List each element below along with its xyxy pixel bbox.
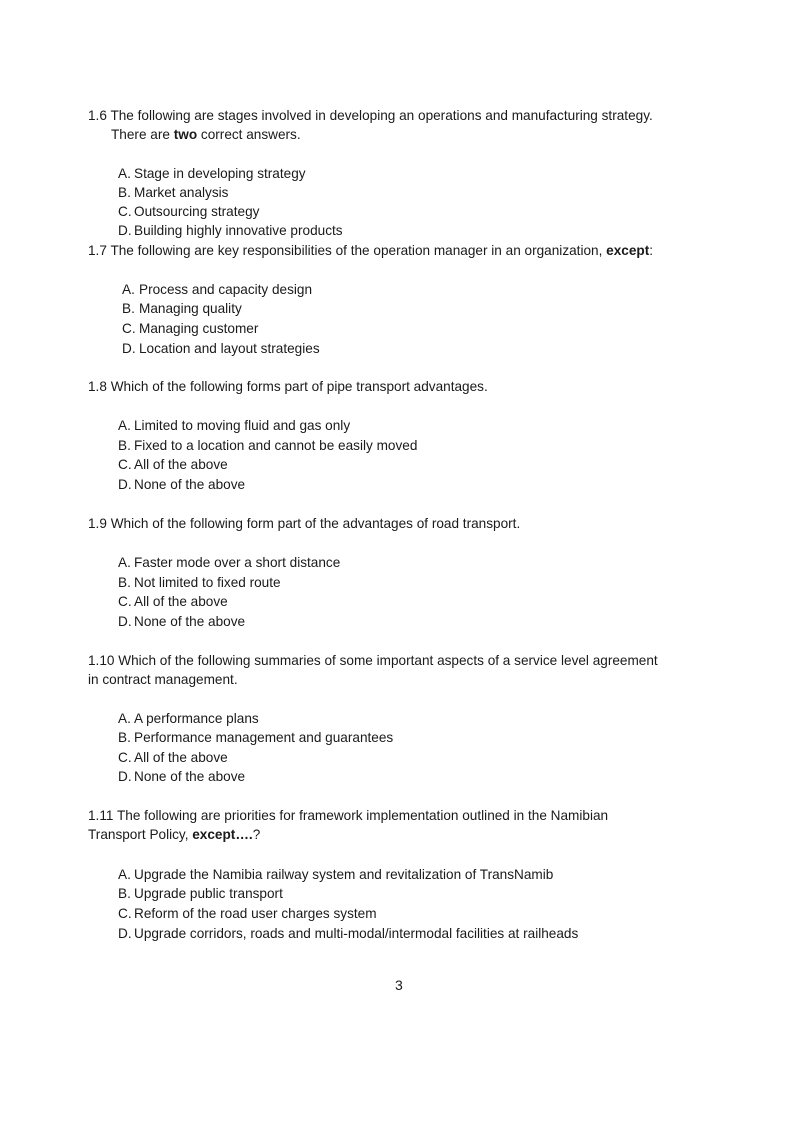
option-item xyxy=(134,866,553,884)
question-text-segment: Which of the following form part of the advantages of road transport. xyxy=(110,516,521,531)
option-letter xyxy=(118,905,132,923)
option-letter xyxy=(118,613,132,631)
option-item xyxy=(134,768,245,786)
question-text xyxy=(111,126,301,144)
option-item xyxy=(134,417,350,435)
option-letter xyxy=(118,768,132,786)
option-letter xyxy=(122,300,135,318)
question-text xyxy=(88,107,653,125)
option-letter-text: C. xyxy=(118,906,132,921)
option-item xyxy=(134,437,417,455)
question-number: 1.7 xyxy=(88,243,107,258)
option-text: Upgrade the Namibia railway system and revitalization of TransNamib xyxy=(134,867,554,882)
option-item xyxy=(134,613,245,631)
option-text: Managing customer xyxy=(139,321,259,336)
option-item xyxy=(134,184,228,202)
option-text: A performance plans xyxy=(134,711,259,726)
question-text xyxy=(88,378,488,396)
question-text-segment: The following are stages involved in developing an operations and manufacturing strategy. xyxy=(110,108,653,123)
option-letter xyxy=(118,885,131,903)
option-text: None of the above xyxy=(134,769,246,784)
option-text: Market analysis xyxy=(134,185,229,200)
option-item xyxy=(134,165,306,183)
option-text: None of the above xyxy=(134,477,246,492)
question-text-segment: : xyxy=(649,243,654,258)
option-letter-text: B. xyxy=(118,575,131,590)
option-letter-text: C. xyxy=(118,750,132,765)
option-letter-text: A. xyxy=(118,555,131,570)
option-item xyxy=(134,905,377,923)
emphasis-text: except…. xyxy=(192,827,253,842)
option-letter xyxy=(118,222,132,240)
option-text: Faster mode over a short distance xyxy=(134,555,341,570)
option-letter xyxy=(118,203,132,221)
option-item xyxy=(134,885,283,903)
question-text-segment: in contract management. xyxy=(88,672,238,687)
option-letter-text: C. xyxy=(118,457,132,472)
option-letter xyxy=(118,437,131,455)
option-item xyxy=(139,281,312,299)
option-letter xyxy=(118,593,132,611)
option-letter-text: B. xyxy=(118,886,131,901)
option-letter-text: D. xyxy=(118,614,132,629)
option-item xyxy=(139,320,258,338)
question-text xyxy=(88,515,520,533)
option-item xyxy=(134,456,228,474)
question-number: 1.8 xyxy=(88,379,107,394)
question-text-segment: correct answers. xyxy=(197,127,301,142)
question-text-segment: Which of the following summaries of some important aspects of a service level agreement xyxy=(118,653,658,668)
option-letter xyxy=(118,729,131,747)
emphasis-text: two xyxy=(173,127,198,142)
option-letter-text: C. xyxy=(122,321,136,336)
option-letter-text: A. xyxy=(118,711,131,726)
option-letter xyxy=(118,574,131,592)
option-text: Location and layout strategies xyxy=(139,341,320,356)
question-text-segment: Transport Policy, xyxy=(88,827,193,842)
question-number: 1.9 xyxy=(88,516,107,531)
option-item xyxy=(134,729,393,747)
option-item xyxy=(134,593,228,611)
option-letter xyxy=(122,281,135,299)
emphasis-text: except xyxy=(606,243,650,258)
option-item xyxy=(134,554,340,572)
option-text: Performance management and guarantees xyxy=(134,730,394,745)
option-item xyxy=(134,222,343,240)
option-letter xyxy=(118,866,131,884)
option-letter-text: A. xyxy=(118,418,131,433)
option-letter xyxy=(118,710,131,728)
option-letter xyxy=(118,749,132,767)
option-letter-text: D. xyxy=(118,223,132,238)
option-letter-text: A. xyxy=(118,166,131,181)
option-text: Building highly innovative products xyxy=(134,223,343,238)
question-text-segment: ? xyxy=(252,827,261,842)
question-text xyxy=(88,807,608,825)
option-letter-text: D. xyxy=(118,926,132,941)
option-item xyxy=(134,574,281,592)
option-text: Upgrade corridors, roads and multi-modal/intermodal facilities at railheads xyxy=(134,926,579,941)
question-text-segment: There are xyxy=(111,127,174,142)
option-letter xyxy=(118,184,131,202)
option-text: Fixed to a location and cannot be easily moved xyxy=(134,438,418,453)
option-item xyxy=(139,300,242,318)
option-letter-text: B. xyxy=(118,438,131,453)
question-text xyxy=(88,826,260,844)
option-letter-text: C. xyxy=(118,204,132,219)
option-letter xyxy=(118,925,132,943)
option-letter xyxy=(122,340,136,358)
option-text: All of the above xyxy=(134,750,228,765)
question-text-segment: The following are key responsibilities of the operation manager in an organization, xyxy=(110,243,607,258)
option-letter-text: D. xyxy=(118,769,132,784)
option-item xyxy=(134,476,245,494)
option-text: Reform of the road user charges system xyxy=(134,906,377,921)
option-letter-text: B. xyxy=(118,730,131,745)
option-text: All of the above xyxy=(134,457,228,472)
option-letter xyxy=(118,165,131,183)
option-letter-text: A. xyxy=(122,282,135,297)
page-number: 3 xyxy=(395,977,403,993)
question-number: 1.10 xyxy=(88,653,115,668)
option-letter-text: B. xyxy=(118,185,131,200)
option-letter xyxy=(118,456,132,474)
option-text: Outsourcing strategy xyxy=(134,204,260,219)
option-item xyxy=(134,710,259,728)
option-text: Stage in developing strategy xyxy=(134,166,306,181)
question-text-segment: The following are priorities for framework implementation outlined in the Namibian xyxy=(116,808,609,823)
option-letter xyxy=(118,417,131,435)
option-letter-text: A. xyxy=(118,867,131,882)
option-item xyxy=(134,925,578,943)
option-letter-text: D. xyxy=(122,341,136,356)
option-letter-text: D. xyxy=(118,477,132,492)
question-text xyxy=(88,671,238,689)
option-item xyxy=(134,203,259,221)
option-text: Upgrade public transport xyxy=(134,886,283,901)
question-number: 1.6 xyxy=(88,108,107,123)
option-letter xyxy=(122,320,136,338)
option-text: Process and capacity design xyxy=(139,282,313,297)
option-item xyxy=(134,749,228,767)
option-text: All of the above xyxy=(134,594,228,609)
option-item xyxy=(139,340,320,358)
option-letter xyxy=(118,476,132,494)
option-text: Limited to moving fluid and gas only xyxy=(134,418,351,433)
question-text-segment: Which of the following forms part of pipe transport advantages. xyxy=(110,379,488,394)
option-letter-text: B. xyxy=(122,301,135,316)
option-text: None of the above xyxy=(134,614,246,629)
option-letter-text: C. xyxy=(118,594,132,609)
option-letter xyxy=(118,554,131,572)
option-text: Not limited to fixed route xyxy=(134,575,281,590)
option-text: Managing quality xyxy=(139,301,242,316)
question-number: 1.11 xyxy=(88,808,114,823)
question-text xyxy=(88,652,658,670)
question-text xyxy=(88,242,653,260)
